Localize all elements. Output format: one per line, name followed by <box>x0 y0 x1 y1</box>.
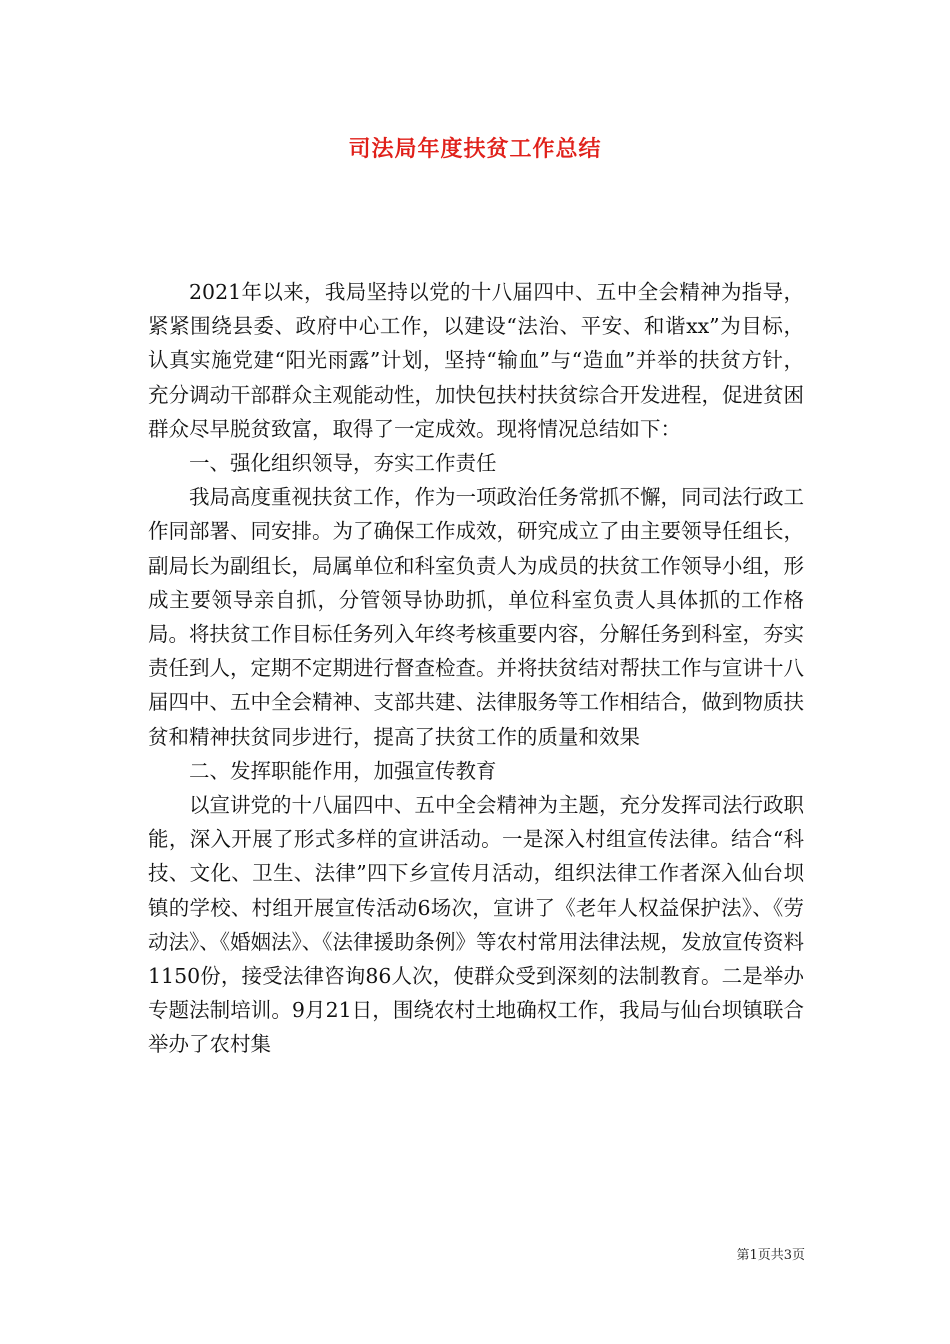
section-heading-2: 二、发挥职能作用，加强宣传教育 <box>189 758 497 783</box>
intro-paragraph: 2021年以来，我局坚持以党的十八届四中、五中全会精神为指导，紧紧围绕县委、政府中心工作，以建设“法治、平安、和谐xx”为目标，认真实施党建“阳光雨露”计划，坚持“输血”与“造血”并举的扶贫方针，充分调动干部群众主观能动性，加快包扶村扶贫综合开发进程，促进贫困群众尽早脱贫致富，取得了一定成效。现将情况总结如下： <box>148 280 804 441</box>
page-number-footer: 第1页共3页 <box>736 1248 805 1263</box>
document-body <box>148 275 804 1062</box>
section-1-paragraph: 我局高度重视扶贫工作，作为一项政治任务常抓不懈，同司法行政工作同部署、同安排。为了确保工作成效，研究成立了由主要领导任组长，副局长为副组长，局属单位和科室负责人为成员的扶贫工作领导小组，形成主要领导亲自抓，分管领导协助抓，单位科室负责人具体抓的工作格局。将扶贫工作目标任务列入年终考核重要内容，分解任务到科室，夯实责任到人，定期不定期进行督查检查。并将扶贫结对帮扶工作与宣讲十八届四中、五中全会精神、支部共建、法律服务等工作相结合，做到物质扶贫和精神扶贫同步进行，提高了扶贫工作的质量和效果 <box>148 485 804 749</box>
section-2-paragraph: 以宣讲党的十八届四中、五中全会精神为主题，充分发挥司法行政职能，深入开展了形式多样的宣讲活动。一是深入村组宣传法律。结合“科技、文化、卫生、法律”四下乡宣传月活动，组织法律工作者深入仙台坝镇的学校、村组开展宣传活动6场次，宣讲了《老年人权益保护法》、《劳动法》、《婚姻法》、《法律援助条例》等农村常用法律法规，发放宣传资料1150份，接受法律咨询86人次，使群众受到深刻的法制教育。二是举办专题法制培训。9月21日，围绕农村土地确权工作，我局与仙台坝镇联合举办了农村集 <box>148 793 804 1057</box>
section-heading-1: 一、强化组织领导，夯实工作责任 <box>189 451 497 476</box>
document-title: 司法局年度扶贫工作总结 <box>348 137 602 162</box>
